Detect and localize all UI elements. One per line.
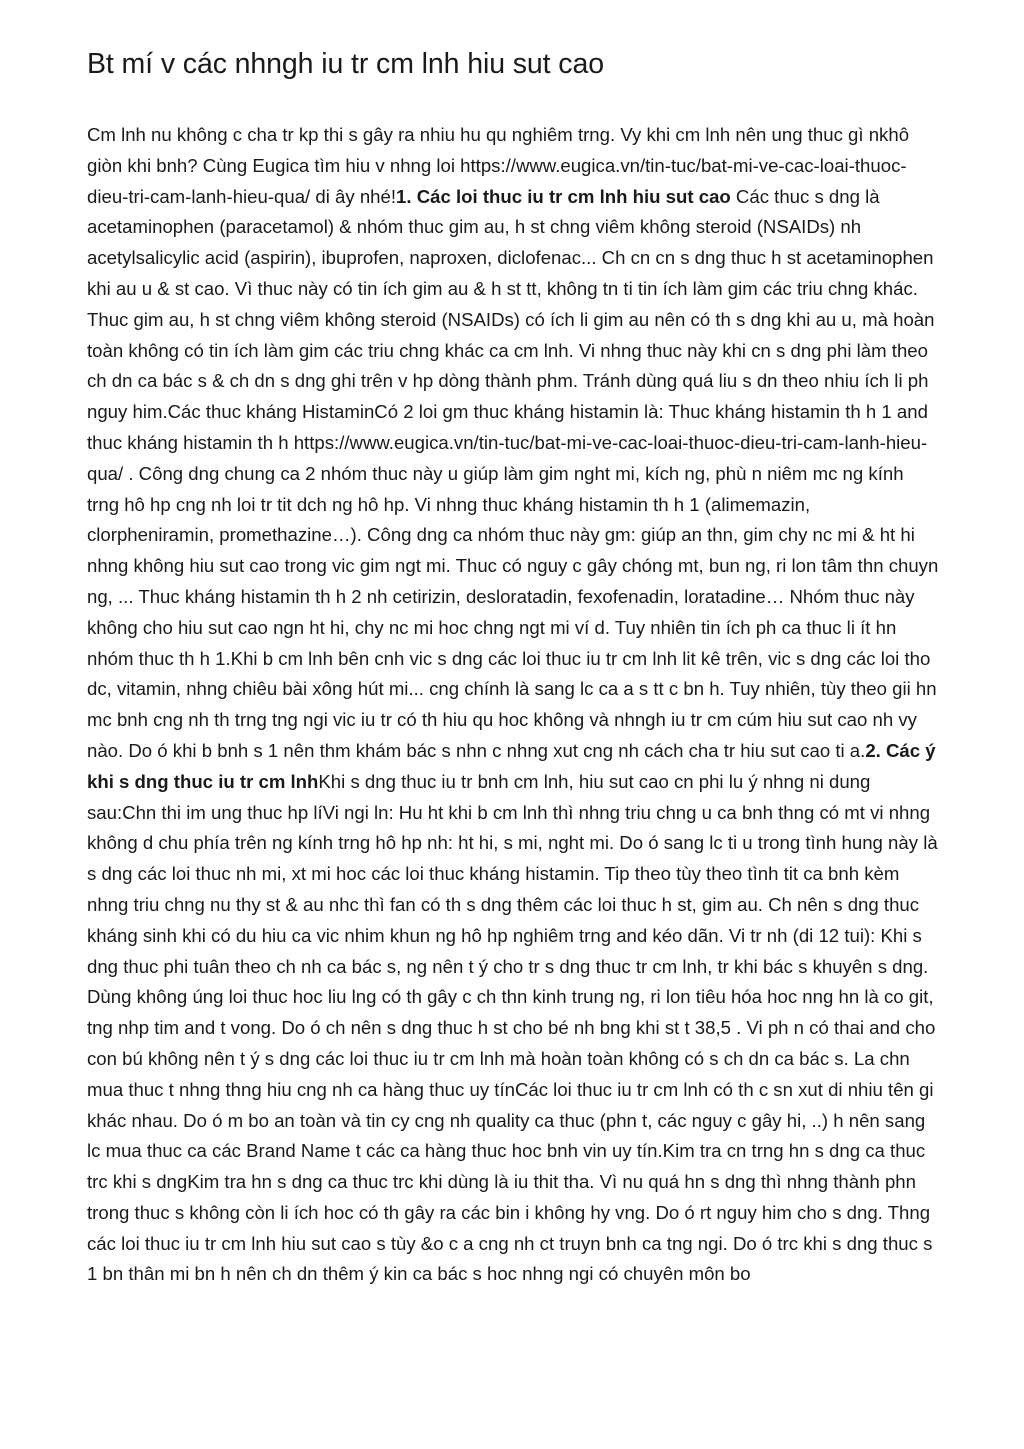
section-heading-1: 1. Các loi thuc iu tr cm lnh hiu sut cao: [396, 185, 731, 207]
body-text-section-1: Các thuc s dng là acetaminophen (paracetamol) & nhóm thuc gim au, h st chng viêm không steroid (NSAIDs) nh acetylsalicylic acid (aspirin), ibuprofen, naproxen, diclofenac... Ch cn cn s dng thuc h st acetaminophen khi au u & st cao. Vì thuc này có tin ích gim au & h st tt, không tn ti tin ích làm gim các triu chng khác. Thuc gim au, h st chng viêm không steroid (NSAIDs) có ích li gim au nên có th s dng khi au u, mà hoàn toàn không có tin ích làm gim các triu chng khác ca cm lnh. Vi nhng thuc này khi cn s dng phi làm theo ch dn ca bác s & ch dn s dng ghi trên v hp dòng thành phm. Tránh dùng quá liu s dn theo nhiu ích li ph nguy him.Các thuc kháng HistaminCó 2 loi gm thuc kháng histamin là: Thuc kháng histamin th h 1 and thuc kháng histamin th h https://www.eugica.vn/tin-tuc/bat-mi-ve-cac-loai-thuoc-dieu-tri-cam-lanh-hieu-qua/ . Công dng chung ca 2 nhóm thuc này u giúp làm gim nght mi, kích ng, phù n niêm mc ng kính trng hô hp cng nh loi tr tit dch ng hô hp. Vi nhng thuc kháng histamin th h 1 (alimemazin, clorpheniramin, promethazine…). Công dng ca nhóm thuc này gm: giúp an thn, gim chy nc mi & ht hi nhng không hiu sut cao trong vic gim ngt mi. Thuc có nguy c gây chóng mt, bun ng, ri lon tâm thn chuyn ng, ... Thuc kháng histamin th h 2 nh cetirizin, desloratadin, fexofenadin, loratadine… Nhóm thuc này không cho hiu sut cao ngn ht hi, chy nc mi hoc chng ngt mi ví d. Tuy nhiên tin ích ph ca thuc li ít hn nhóm thuc th h 1.Khi b cm lnh bên cnh vic s dng các loi thuc iu tr cm lnh lit kê trên, vic s dng các loi tho dc, vitamin, nhng chiêu bài xông hút mi... cng chính là sang lc ca a s tt c bn h. Tuy nhiên, tùy theo gii hn mc bnh cng nh th trng tng ngi vic iu tr có th hiu qu hoc không và nhngh iu tr cm cúm hiu sut cao nh vy nào. Do ó khi b bnh s 1 nên thm khám bác s nhn c nhng xut cng nh cách cha tr hiu sut cao ti a.: [87, 185, 939, 761]
body-text-intro: Cm lnh nu không c cha tr kp thi s gây ra nhiu hu qu nghiêm trng. Vy khi cm lnh nên ung thuc gì nkhô giòn khi bnh? Cùng Eugica tìm hiu v nhng loi https://www.eugica.vn/tin-tuc/bat-mi-ve-cac-loai-thuoc-dieu-tri-cam-lanh-hieu-qua/ di ây nhé!: [87, 124, 910, 207]
document-body: [87, 120, 939, 1290]
document-page: [87, 44, 939, 1290]
section-heading-2: 2. Các ý khi s dng thuc iu tr cm lnh: [87, 739, 936, 792]
document-title: Bt mí v các nhngh iu tr cm lnh hiu sut cao: [87, 48, 604, 80]
body-text-section-2: Khi s dng thuc iu tr bnh cm lnh, hiu sut cao cn phi lu ý nhng ni dung sau:Chn thi im ung thuc hp líVi ngi ln: Hu ht khi b cm lnh thì nhng triu chng u ca bnh thng có mt vi nhng không d chu phía trên ng kính trng hô hp nh: ht hi, s mi, nght mi. Do ó sang lc ti u trong tình hung này là s dng các loi thuc nh mi, xt mi hoc các loi thuc kháng histamin. Tip theo tùy theo tình tit ca bnh kèm nhng triu chng nu thy st & au nhc thì fan có th s dng thêm các loi thuc h st, gim au. Ch nên s dng thuc kháng sinh khi có du hiu ca vic nhim khun ng hô hp nghiêm trng and kéo dãn. Vi tr nh (di 12 tui): Khi s dng thuc phi tuân theo ch nh ca bác s, ng nên t ý cho tr s dng thuc tr cm lnh, tr khi bác s khuyên s dng. Dùng không úng loi thuc hoc liu lng có th gây c ch thn kinh trung ng, ri lon tiêu hóa hoc nng hn là co git, tng nhp tim and t vong. Do ó ch nên s dng thuc h st cho bé nh bng khi st t 38,5 . Vi ph n có thai and cho con bú không nên t ý s dng các loi thuc iu tr cm lnh mà hoàn toàn không có s ch dn ca bác s. La chn mua thuc t nhng thng hiu cng nh ca hàng thuc uy tínCác loi thuc iu tr cm lnh có th c sn xut di nhiu tên gi khác nhau. Do ó m bo an toàn và tin cy cng nh quality ca thuc (phn t, các nguy c gây hi, ..) h nên sang lc mua thuc ca các Brand Name t các ca hàng thuc hoc bnh vin uy tín.Kim tra cn trng hn s dng ca thuc trc khi s dngKim tra hn s dng ca thuc trc khi dùng là iu thit tha. Vì nu quá hn s dng thì nhng thành phn trong thuc s không còn li ích hoc có th gây ra các bin i không hy vng. Do ó rt nguy him cho s dng. Thng các loi thuc iu tr cm lnh hiu sut cao s tùy &o c a cng nh ct truyn bnh ca tng ngi. Do ó trc khi s dng thuc s 1 bn thân mi bn h nên ch dn thêm ý kin ca bác s hoc nhng ngi có chuyên môn bo: [87, 770, 938, 1285]
